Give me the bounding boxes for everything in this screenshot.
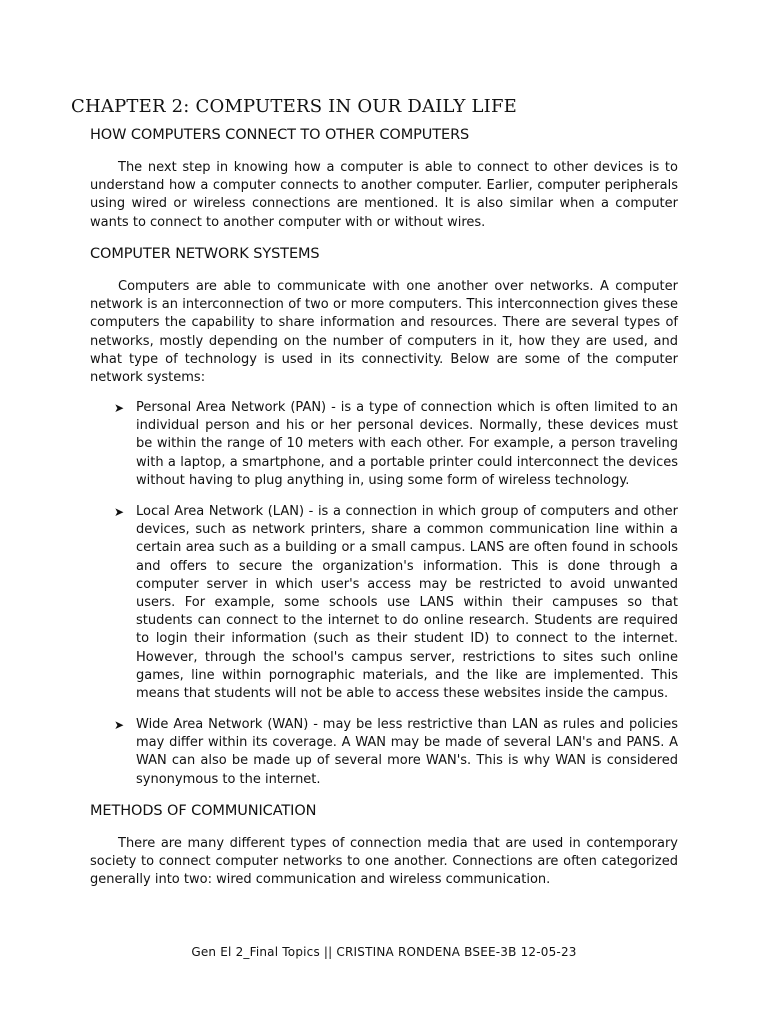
- bullet-term-pan: Personal Area Network (PAN): [136, 400, 327, 415]
- bullet-item-wan: [90, 716, 678, 789]
- page-footer: Gen El 2_Final Topics || CRISTINA RONDENA BSEE-3B 12-05-23: [191, 945, 577, 959]
- bullet-term-wan: Wide Area Network (WAN): [136, 717, 309, 732]
- bullet-item-pan: [90, 399, 678, 490]
- bullet-desc-pan: - is a type of connection which is often limited to an individual person and his or her personal devices. Normally, these devices must be within the range of 10 meters with each other. For example, a person traveling with a laptop, a smartphone, and a portable printer could interconnect the devices without having to plug anything in, using some form of wireless technology.: [136, 400, 678, 488]
- bullet-text-wan: [136, 716, 678, 789]
- bullet-desc-lan: - is a connection in which group of computers and other devices, such as network printers, share a common communication line within a certain area such as a building or a small campus. LANS are often found in schools and offers to secure the organization's information. This is done through a computer server in which user's access may be restricted to avoid unwanted users. For example, some schools use LANS within their campuses so that students can connect to the internet to do online research. Students are required to login their information (such as their student ID) to connect to the internet. However, through the school's campus server, restrictions to sites such online games, line within pornographic materials, and the like are implemented. This means that students will not be able to access these websites inside the campus.: [136, 504, 678, 702]
- paragraph-network: Computers are able to communicate with one another over networks. A computer network is an interconnection of two or more computers. This interconnection gives these computers the capability to share information and resources. There are several types of networks, mostly depending on the number of computers in it, how they are used, and what type of technology is used in its connectivity. Below are some of the computer network systems:: [90, 279, 678, 386]
- paragraph-methods: There are many different types of connection media that are used in contemporary society to connect computer networks to one another. Connections are often categorized generally into two: wired communication and wireless communication.: [90, 836, 678, 888]
- bullet-text-pan: [136, 399, 678, 490]
- bullet-desc-wan: - may be less restrictive than LAN as rules and policies may differ within its coverage. A WAN may be made of several LAN's and PANS. A WAN can also be made up of several more WAN's. This is why WAN is considered synonymous to the internet.: [136, 717, 678, 787]
- paragraph-connect: The next step in knowing how a computer is able to connect to other devices is to understand how a computer connects to another computer. Earlier, computer peripherals using wired or wireless connections are mentioned. It is also similar when a computer wants to connect to another computer with or without wires.: [90, 160, 678, 230]
- section-heading-connect: HOW COMPUTERS CONNECT TO OTHER COMPUTERS: [90, 127, 470, 143]
- chevron-right-icon: ➤: [114, 505, 125, 519]
- chevron-right-icon: ➤: [114, 718, 125, 732]
- chevron-right-icon: ➤: [114, 401, 125, 415]
- bullet-text-lan: [136, 503, 678, 703]
- bullet-item-lan: [90, 503, 678, 703]
- section-heading-network: COMPUTER NETWORK SYSTEMS: [90, 246, 320, 262]
- bullet-term-lan: Local Area Network (LAN): [136, 504, 305, 519]
- section-heading-methods: METHODS OF COMMUNICATION: [90, 803, 317, 819]
- chapter-title: CHAPTER 2: COMPUTERS IN OUR DAILY LIFE: [71, 96, 517, 117]
